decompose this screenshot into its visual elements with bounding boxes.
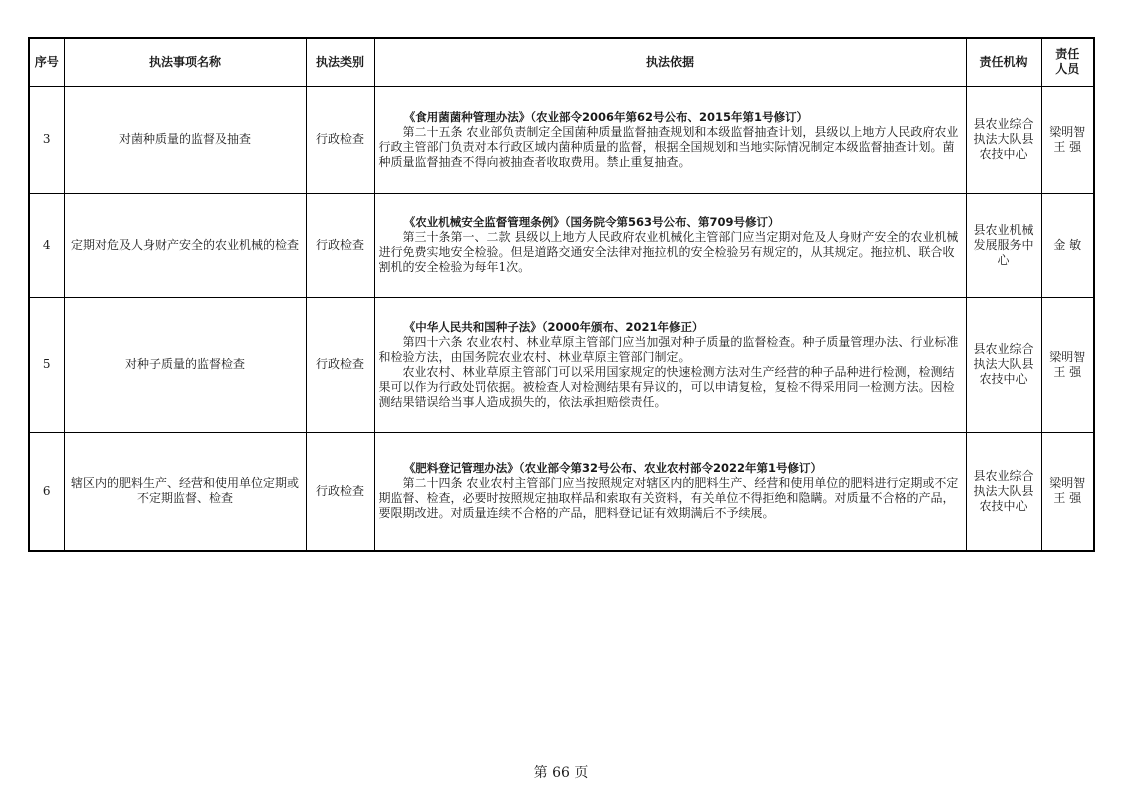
table-row bbox=[29, 86, 1094, 193]
row-no: 3 bbox=[29, 86, 64, 193]
row-item-name: 对菌种质量的监督及抽查 bbox=[64, 86, 306, 193]
law-paragraph: 第三十条第一、二款 县级以上地方人民政府农业机械化主管部门应当定期对危及人身财产安全的农业机械进行免费实地安全检验。但是道路交通安全法律对拖拉机的安全检验另有规定的，从其规定。拖拉机、联合收割机的安全检验为每年1次。 bbox=[378, 230, 959, 274]
person-name: 梁明智 bbox=[1049, 476, 1086, 491]
row-item-name: 辖区内的肥料生产、经营和使用单位定期或不定期监督、检查 bbox=[64, 432, 306, 551]
person-name: 梁明智 bbox=[1049, 349, 1086, 364]
law-title: 《肥料登记管理办法》（农业部令第32号公布、农业农村部令2022年第1号修订） bbox=[403, 461, 823, 476]
header-no: 序号 bbox=[29, 38, 64, 86]
row-persons bbox=[1041, 193, 1094, 297]
row-no: 6 bbox=[29, 432, 64, 551]
law-paragraph: 农业农村、林业草原主管部门可以采用国家规定的快速检测方法对生产经营的种子品种进行检测，检测结果可以作为行政处罚依据。被检查人对检测结果有异议的，可以申请复检，复检不得采用同一检测方法。因检测结果错误给当事人造成损失的，依法承担赔偿责任。 bbox=[378, 364, 955, 409]
row-no: 5 bbox=[29, 297, 64, 432]
row-item-name: 定期对危及人身财产安全的农业机械的检查 bbox=[64, 193, 306, 297]
row-persons bbox=[1041, 432, 1094, 551]
row-agency: 县农业综合执法大队县农技中心 bbox=[966, 297, 1041, 432]
row-persons bbox=[1041, 86, 1094, 193]
row-no: 4 bbox=[29, 193, 64, 297]
header-item-name: 执法事项名称 bbox=[64, 38, 306, 86]
table-row bbox=[29, 193, 1094, 297]
law-title: 《中华人民共和国种子法》（2000年颁布、2021年修正） bbox=[403, 319, 704, 334]
law-paragraph: 第四十六条 农业农村、林业草原主管部门应当加强对种子质量的监督检查。种子质量管理办法、行业标准和检验方法，由国务院农业农村、林业草原主管部门制定。 bbox=[378, 334, 959, 364]
row-basis bbox=[374, 86, 966, 193]
row-basis bbox=[374, 432, 966, 551]
row-basis bbox=[374, 297, 966, 432]
row-agency: 县农业机械发展服务中心 bbox=[966, 193, 1041, 297]
table-row bbox=[29, 297, 1094, 432]
header-category: 执法类别 bbox=[306, 38, 374, 86]
enforcement-table bbox=[28, 37, 1095, 552]
person-name: 王 强 bbox=[1053, 364, 1082, 379]
law-paragraph: 第二十五条 农业部负责制定全国菌种质量监督抽查规划和本级监督抽查计划，县级以上地方人民政府农业行政主管部门负责对本行政区域内菌种质量的监督，根据全国规划和当地实际情况制定本级监督抽查计划。菌种质量监督抽查不得向被抽查者收取费用。禁止重复抽查。 bbox=[378, 124, 959, 169]
header-basis: 执法依据 bbox=[374, 38, 966, 86]
page-number: 第 66 页 bbox=[533, 765, 589, 781]
row-category: 行政检查 bbox=[306, 193, 374, 297]
table-row bbox=[29, 432, 1094, 551]
row-persons bbox=[1041, 297, 1094, 432]
header-agency: 责任机构 bbox=[966, 38, 1041, 86]
person-name: 金 敏 bbox=[1053, 237, 1082, 252]
table-header-row bbox=[29, 38, 1094, 86]
row-agency: 县农业综合执法大队县农技中心 bbox=[966, 86, 1041, 193]
row-category: 行政检查 bbox=[306, 86, 374, 193]
row-basis bbox=[374, 193, 966, 297]
row-agency: 县农业综合执法大队县农技中心 bbox=[966, 432, 1041, 551]
person-name: 王 强 bbox=[1053, 139, 1082, 154]
header-person bbox=[1041, 38, 1094, 86]
row-item-name: 对种子质量的监督检查 bbox=[64, 297, 306, 432]
person-name: 梁明智 bbox=[1049, 124, 1086, 139]
person-name: 王 强 bbox=[1053, 491, 1082, 506]
row-category: 行政检查 bbox=[306, 297, 374, 432]
row-category: 行政检查 bbox=[306, 432, 374, 551]
law-title: 《农业机械安全监督管理条例》（国务院令第563号公布、第709号修订） bbox=[403, 215, 780, 229]
header-person-label: 责任人员 bbox=[1055, 47, 1080, 77]
law-paragraph: 第二十四条 农业农村主管部门应当按照规定对辖区内的肥料生产、经营和使用单位的肥料进行定期或不定期监督、检查，必要时按照规定抽取样品和索取有关资料，有关单位不得拒绝和隐瞒。对质量不合格的产品，要限期改进。对质量连续不合格的产品，肥料登记证有效期满后不予续展。 bbox=[378, 476, 959, 521]
law-title: 《食用菌菌种管理办法》（农业部令2006年第62号公布、2015年第1号修订） bbox=[403, 109, 809, 124]
